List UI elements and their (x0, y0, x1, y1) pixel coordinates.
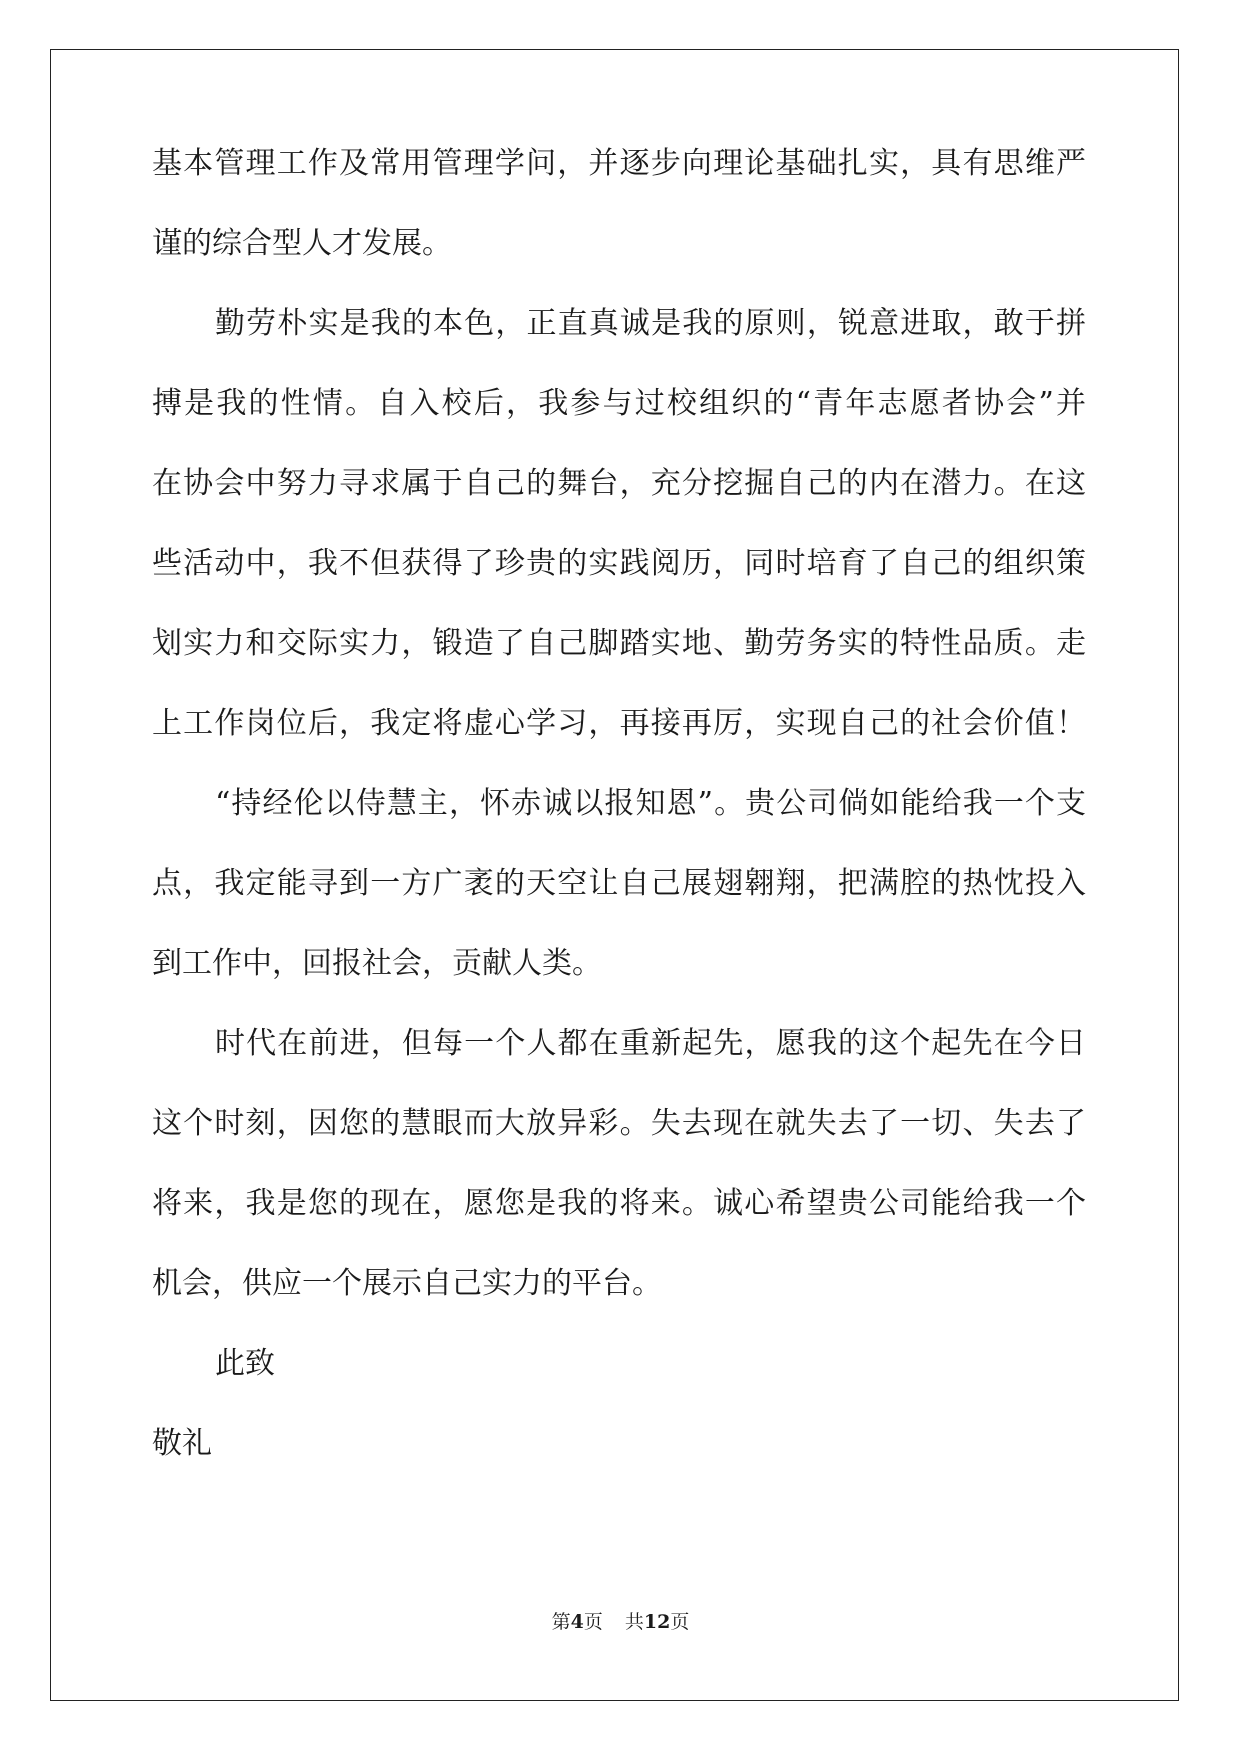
text-line-paragraph-start: “持经伦以侍慧主，怀赤诚以报知恩”。贵公司倘如能给我一个支 (215, 786, 1086, 821)
text-line: 些活动中，我不但获得了珍贵的实践阅历，同时培育了自己的组织策 (152, 546, 1086, 581)
closing-salutation: 此致 (215, 1346, 275, 1381)
text-line: 搏是我的性情。自入校后，我参与过校组织的“青年志愿者协会”并 (152, 386, 1086, 421)
total-unit: 页 (670, 1611, 690, 1633)
total-page-count: 12 (643, 1611, 671, 1633)
text-line: 划实力和交际实力，锻造了自己脚踏实地、勤劳务实的特性品质。走 (152, 626, 1086, 661)
page-prefix: 第 (551, 1611, 571, 1633)
current-page-number: 4 (570, 1611, 584, 1633)
text-line: 基本管理工作及常用管理学问，并逐步向理论基础扎实，具有思维严 (152, 146, 1086, 181)
text-line: 机会，供应一个展示自己实力的平台。 (152, 1266, 662, 1301)
page-unit: 页 (583, 1611, 603, 1633)
closing-regards: 敬礼 (152, 1426, 212, 1461)
text-line: 将来，我是您的现在，愿您是我的将来。诚心希望贵公司能给我一个 (152, 1186, 1086, 1221)
text-line: 点，我定能寻到一方广袤的天空让自己展翅翱翔，把满腔的热忱投入 (152, 866, 1086, 901)
text-line: 这个时刻，因您的慧眼而大放异彩。失去现在就失去了一切、失去了 (152, 1106, 1086, 1141)
text-line-paragraph-start: 时代在前进，但每一个人都在重新起先，愿我的这个起先在今日 (215, 1026, 1086, 1061)
page-number-footer (0, 1610, 1241, 1634)
text-line: 到工作中，回报社会，贡献人类。 (152, 946, 602, 981)
text-line: 谨的综合型人才发展。 (152, 226, 452, 261)
text-line: 在协会中努力寻求属于自己的舞台，充分挖掘自己的内在潜力。在这 (152, 466, 1086, 501)
total-prefix: 共 (624, 1611, 644, 1633)
text-line-paragraph-start: 勤劳朴实是我的本色，正直真诚是我的原则，锐意进取，敢于拼 (215, 306, 1086, 341)
text-line: 上工作岗位后，我定将虚心学习，再接再厉，实现自己的社会价值！ (152, 706, 1086, 741)
